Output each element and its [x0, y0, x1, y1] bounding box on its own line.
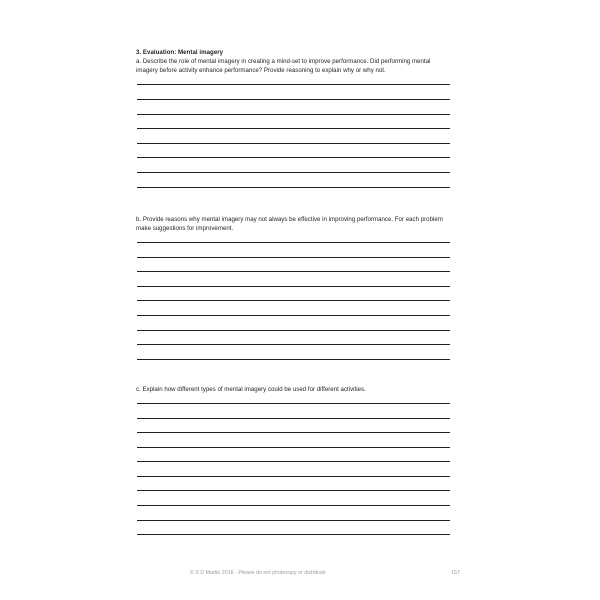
answer-line[interactable] — [137, 505, 450, 506]
answer-line[interactable] — [137, 271, 450, 272]
answer-line[interactable] — [137, 300, 450, 301]
footer-copyright: © S D Martin 2016 - Please do not photocopy or distribute — [190, 570, 326, 576]
question-a — [136, 57, 456, 188]
answer-line[interactable] — [137, 418, 450, 419]
answer-line[interactable] — [137, 257, 450, 258]
question-c-answer-lines[interactable] — [136, 403, 456, 535]
spacer-b — [136, 360, 456, 385]
page-footer — [0, 570, 600, 580]
footer-page-number: 157 — [451, 570, 460, 576]
question-c — [136, 385, 456, 536]
answer-line[interactable] — [137, 432, 450, 433]
answer-line[interactable] — [137, 242, 450, 243]
answer-line[interactable] — [137, 330, 450, 331]
question-b-answer-lines[interactable] — [136, 242, 456, 360]
question-a-answer-lines[interactable] — [136, 84, 456, 187]
answer-line[interactable] — [137, 315, 450, 316]
question-a-text: a. Describe the role of mental imagery in creating a mind-set to improve performance. Did performing mental imagery before activity enhance performance? Provide reasoning to explain why or why not. — [136, 58, 431, 75]
answer-line[interactable] — [137, 461, 450, 462]
answer-line[interactable] — [137, 99, 450, 100]
answer-line[interactable] — [137, 403, 450, 404]
answer-line[interactable] — [137, 143, 450, 144]
answer-line[interactable] — [137, 128, 450, 129]
question-b-text: b. Provide reasons why mental imagery may not always be effective in improving performance. For each problem make suggestions for improvement. — [136, 215, 443, 232]
answer-line[interactable] — [137, 447, 450, 448]
answer-line[interactable] — [137, 476, 450, 477]
answer-line[interactable] — [137, 344, 450, 345]
spacer-a — [136, 188, 456, 215]
answer-line[interactable] — [137, 114, 450, 115]
footer-inner — [140, 570, 460, 580]
answer-line[interactable] — [137, 490, 450, 491]
question-b — [136, 215, 456, 360]
answer-line[interactable] — [137, 286, 450, 287]
page-title: 3. Evaluation: Mental imagery — [136, 49, 224, 56]
question-c-text: c. Explain how different types of mental imagery could be used for different activities. — [136, 385, 366, 393]
answer-line[interactable] — [137, 534, 450, 535]
answer-line[interactable] — [137, 84, 450, 85]
answer-line[interactable] — [137, 157, 450, 158]
section-heading-block — [136, 48, 456, 57]
worksheet-content — [136, 48, 456, 535]
answer-line[interactable] — [137, 172, 450, 173]
answer-line[interactable] — [137, 520, 450, 521]
